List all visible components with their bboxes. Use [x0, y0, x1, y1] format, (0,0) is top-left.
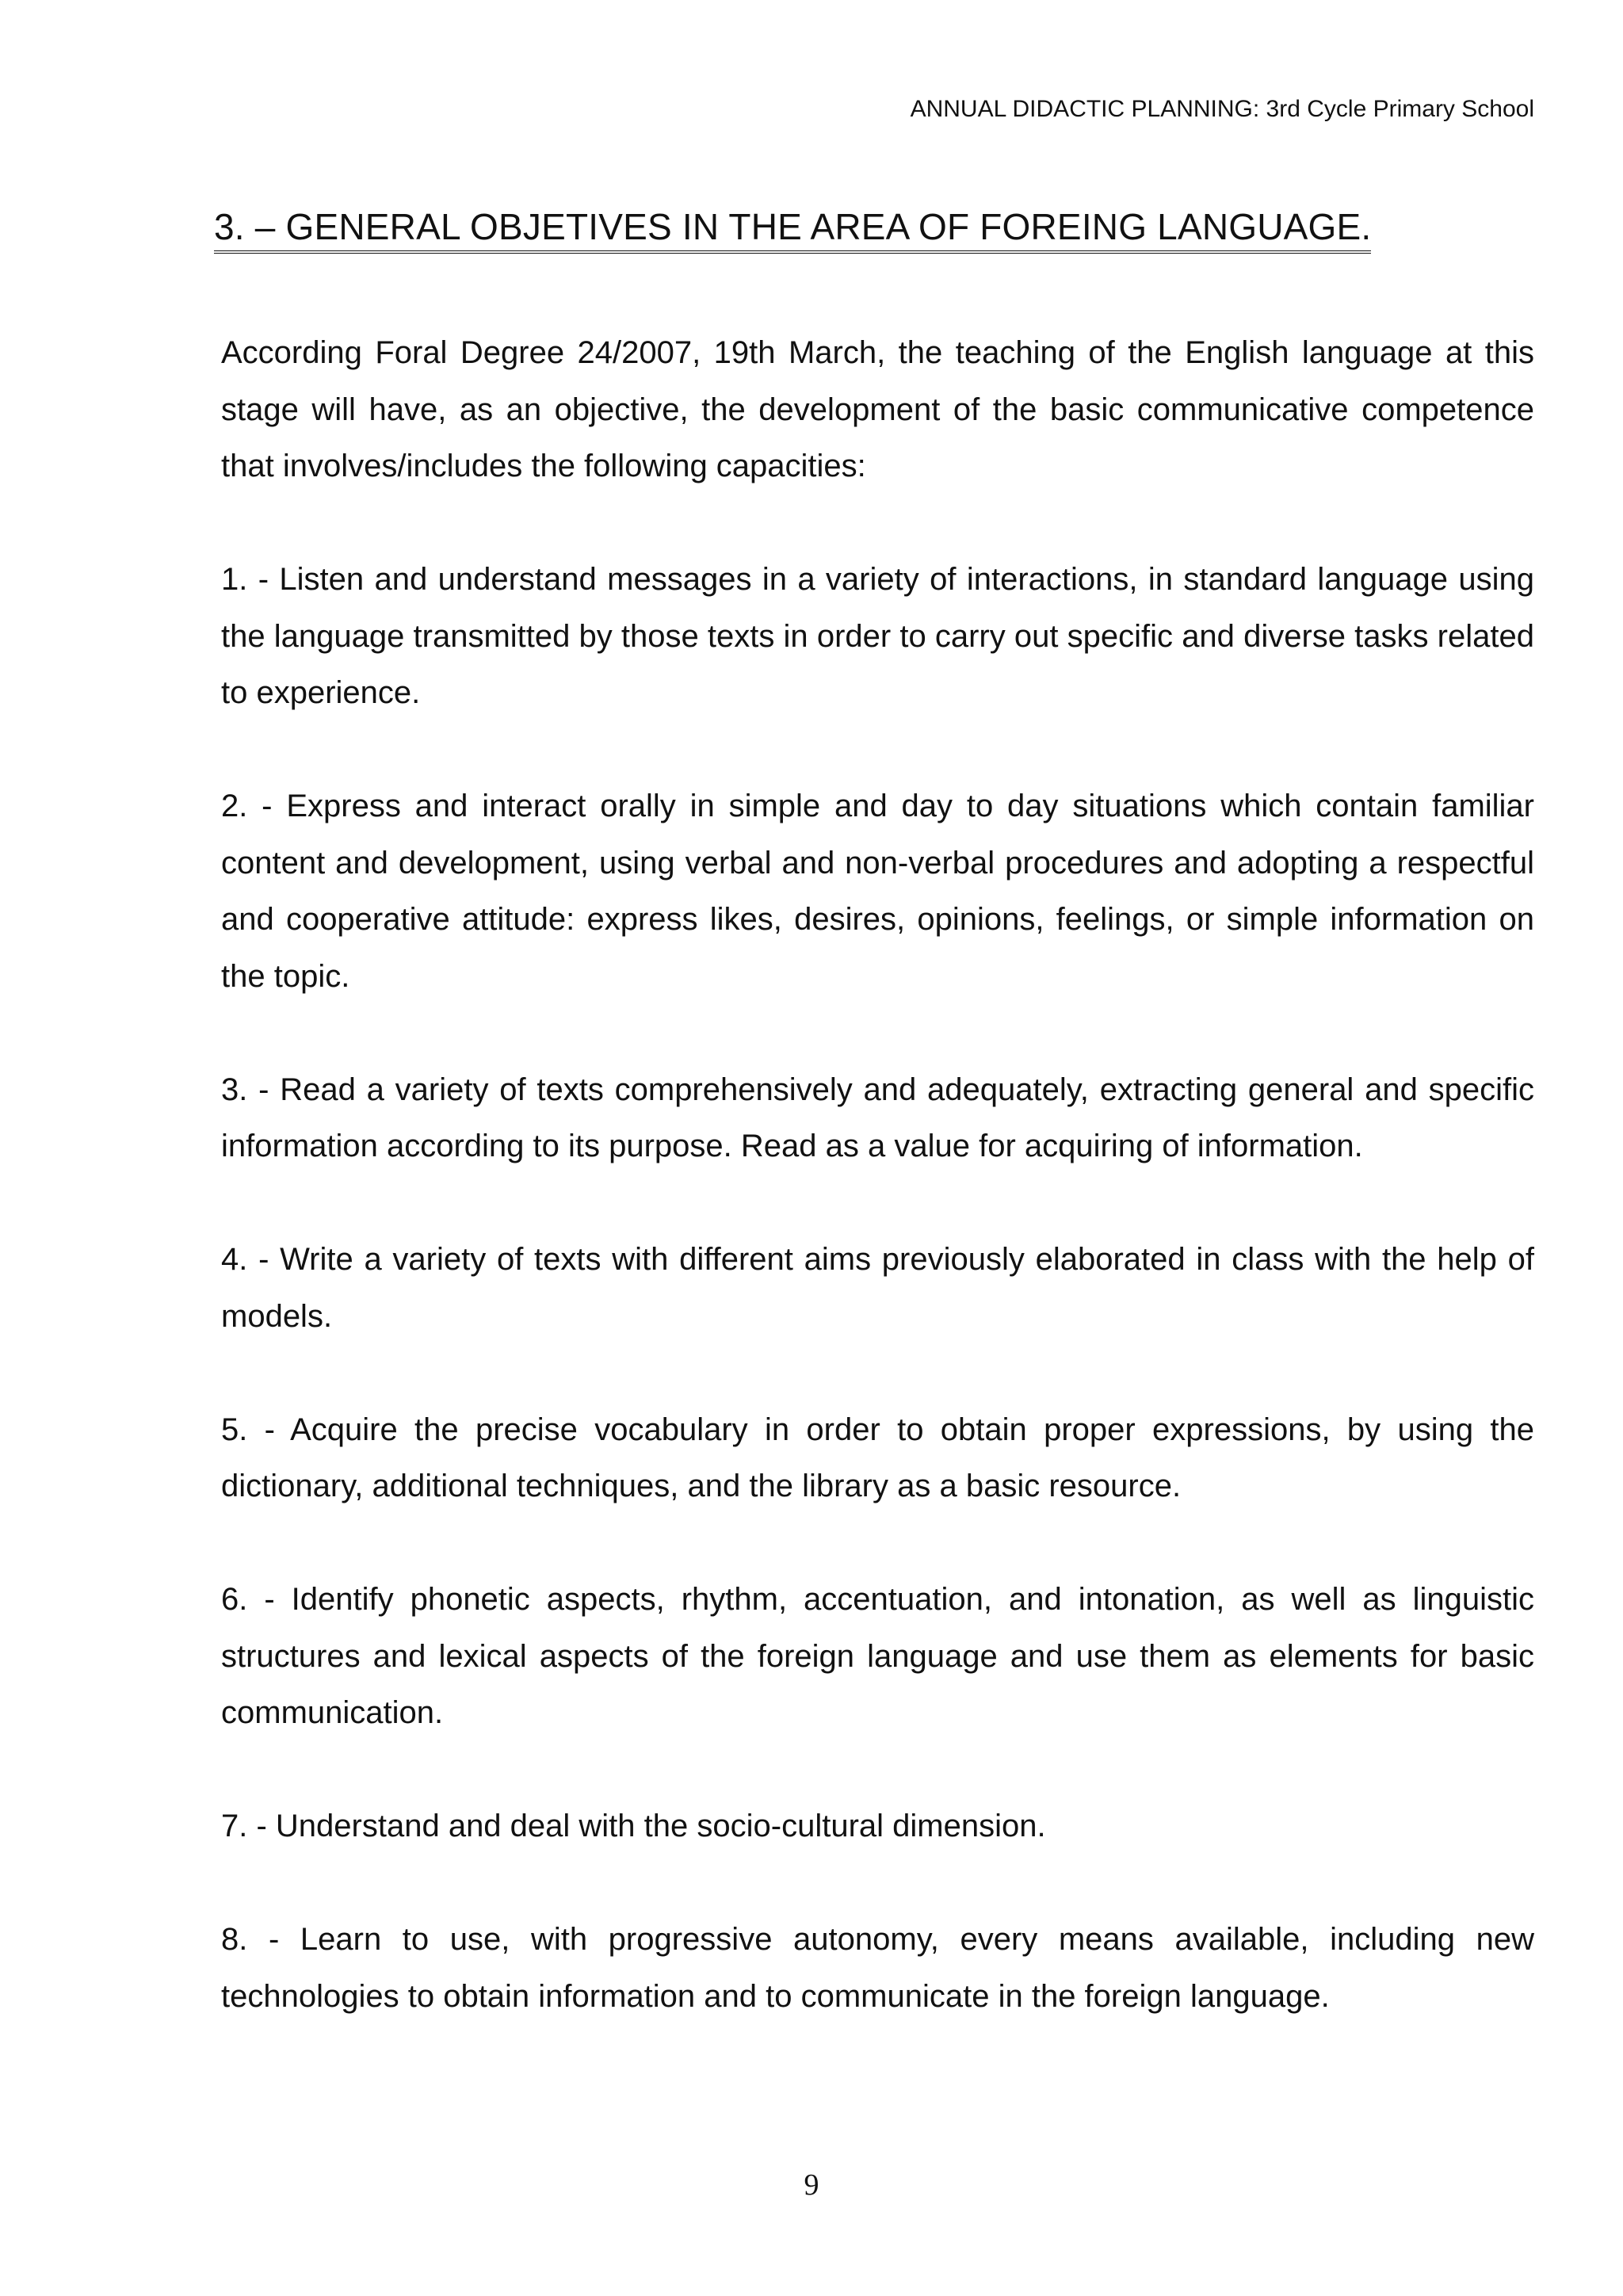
document-body [221, 325, 1534, 2082]
objective-1: 1. - Listen and understand messages in a variety of interactions, in standard language using the language transmitted by those texts in order to carry out specific and diverse tasks related to experience. [221, 562, 1534, 710]
objective-4: 4. - Write a variety of texts with different aims previously elaborated in class with the help of models. [221, 1242, 1534, 1334]
objective-2: 2. - Express and interact orally in simple and day to day situations which contain familiar content and development, using verbal and non-verbal procedures and adopting a respectful and cooperative attitude: express likes, desires, opinions, feelings, or simple information on the topic. [221, 789, 1534, 994]
page-number: 9 [804, 2168, 819, 2202]
objective-6: 6. - Identify phonetic aspects, rhythm, accentuation, and intonation, as well as linguistic structures and lexical aspects of the foreign language and use them as elements for basic communication. [221, 1582, 1534, 1730]
objective-3: 3. - Read a variety of texts comprehensively and adequately, extracting general and specific information according to its purpose. Read as a value for acquiring of information. [221, 1072, 1534, 1163]
section-title: 3. – GENERAL OBJETIVES IN THE AREA OF FOREING LANGUAGE. [214, 203, 1371, 254]
objective-8: 8. - Learn to use, with progressive autonomy, every means available, including new technologies to obtain information and to communicate in the foreign language. [221, 1922, 1534, 2014]
intro-paragraph: According Foral Degree 24/2007, 19th March, the teaching of the English language at this stage will have, as an objective, the development of the basic communicative competence that involves/includes the following capacities: [221, 335, 1534, 483]
running-header: ANNUAL DIDACTIC PLANNING: 3rd Cycle Primary School [910, 96, 1534, 122]
objective-7: 7. - Understand and deal with the socio-cultural dimension. [221, 1809, 1046, 1843]
objective-5: 5. - Acquire the precise vocabulary in order to obtain proper expressions, by using the dictionary, additional techniques, and the library as a basic resource. [221, 1412, 1534, 1503]
